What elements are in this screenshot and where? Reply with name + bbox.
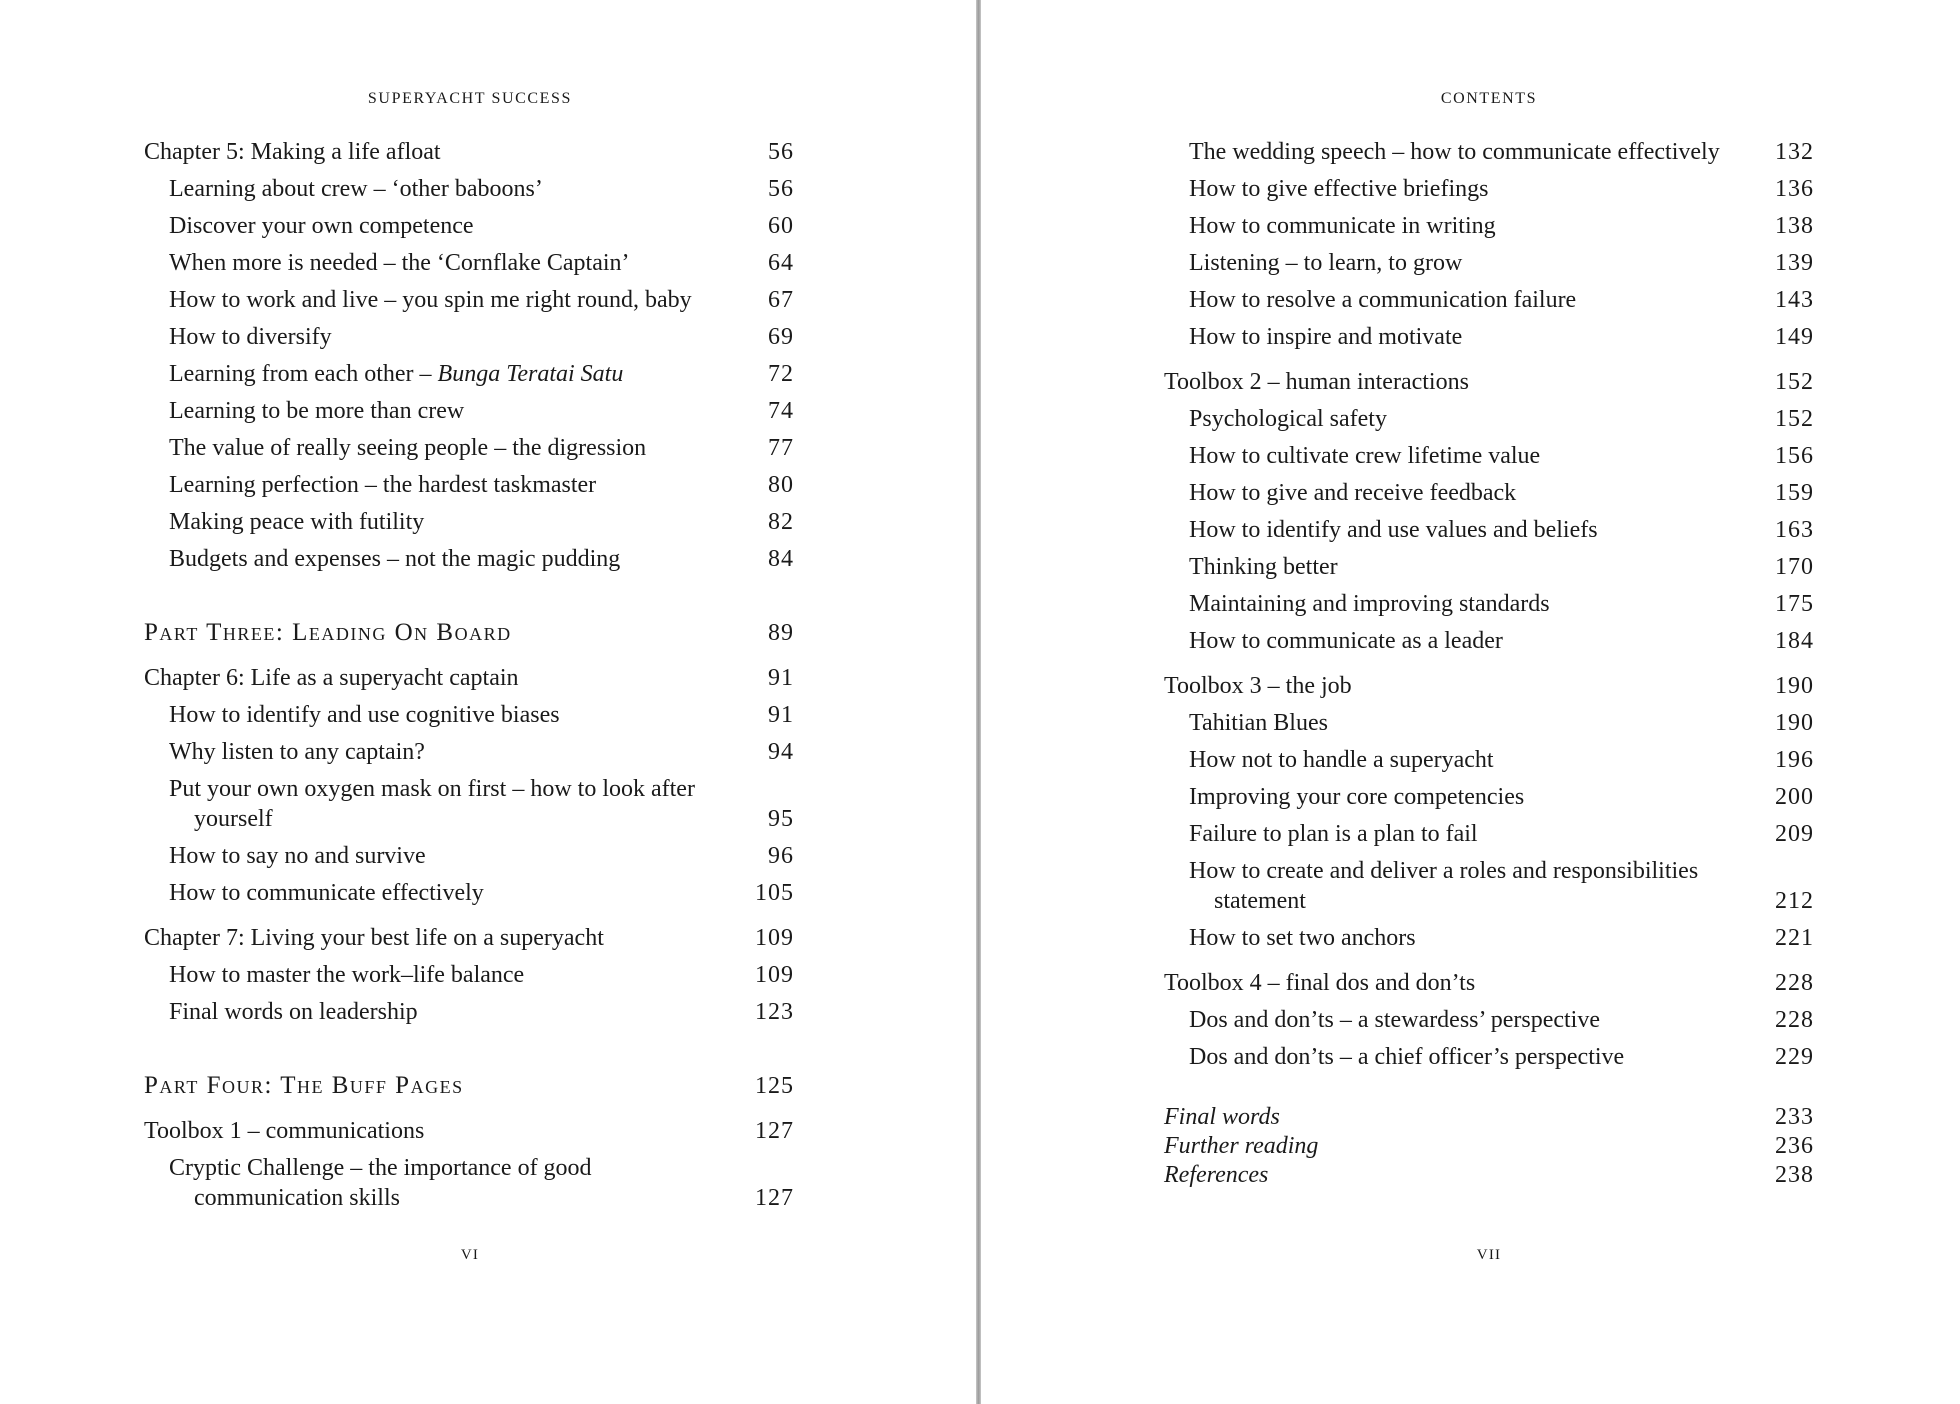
- toc-chapter[interactable]: Toolbox 1 – communications 127: [144, 1118, 794, 1144]
- toc-entry[interactable]: Listening – to learn, to grow 139: [1189, 250, 1814, 276]
- page-number: VI: [460, 1247, 480, 1263]
- toc-backmatter[interactable]: Further reading 236: [1164, 1133, 1814, 1159]
- toc-chapter[interactable]: Toolbox 2 – human interactions 152: [1164, 369, 1814, 395]
- toc-chapter[interactable]: Toolbox 3 – the job 190: [1164, 673, 1814, 699]
- toc-entry[interactable]: The value of really seeing people – the digression 77: [169, 435, 794, 461]
- toc-part[interactable]: Part Four: The Buff Pages 125: [144, 1072, 794, 1099]
- toc-entry[interactable]: How to identify and use values and beliefs 163: [1189, 517, 1814, 543]
- toc-entry[interactable]: Learning perfection – the hardest taskmaster 80: [169, 472, 794, 498]
- toc-entry[interactable]: Dos and don’ts – a chief officer’s perspective 229: [1189, 1044, 1814, 1070]
- running-head: CONTENTS: [1440, 90, 1538, 107]
- toc-entry[interactable]: Dos and don’ts – a stewardess’ perspective 228: [1189, 1007, 1814, 1033]
- toc-entry[interactable]: The wedding speech – how to communicate effectively 132: [1189, 139, 1814, 165]
- toc-entry[interactable]: How to communicate as a leader 184: [1189, 628, 1814, 654]
- toc-entry[interactable]: Discover your own competence 60: [169, 213, 794, 239]
- toc-entry[interactable]: How to create and deliver a roles and responsibilities statement 212: [1189, 858, 1814, 914]
- toc-entry[interactable]: Failure to plan is a plan to fail 209: [1189, 821, 1814, 847]
- toc-chapter[interactable]: Chapter 6: Life as a superyacht captain 91: [144, 665, 794, 691]
- left-page: [0, 0, 976, 1404]
- toc-entry[interactable]: How to give and receive feedback 159: [1189, 480, 1814, 506]
- toc-entry[interactable]: How to identify and use cognitive biases 91: [169, 702, 794, 728]
- toc-entry[interactable]: Cryptic Challenge – the importance of good communication skills 127: [169, 1155, 794, 1211]
- toc-backmatter[interactable]: Final words 233: [1164, 1104, 1814, 1130]
- toc-entry[interactable]: How to say no and survive 96: [169, 843, 794, 869]
- book-gutter: [976, 0, 981, 1404]
- toc-entry[interactable]: How to give effective briefings 136: [1189, 176, 1814, 202]
- page-number: VII: [1476, 1247, 1502, 1263]
- toc-entry[interactable]: How to set two anchors 221: [1189, 925, 1814, 951]
- toc-entry[interactable]: How to diversify 69: [169, 324, 794, 350]
- toc-entry[interactable]: Improving your core competencies 200: [1189, 784, 1814, 810]
- toc-entry[interactable]: How to communicate effectively 105: [169, 880, 794, 906]
- toc-entry[interactable]: When more is needed – the ‘Cornflake Captain’ 64: [169, 250, 794, 276]
- toc-entry[interactable]: Final words on leadership 123: [169, 999, 794, 1025]
- toc-entry[interactable]: How to cultivate crew lifetime value 156: [1189, 443, 1814, 469]
- toc-chapter[interactable]: Chapter 7: Living your best life on a superyacht 109: [144, 925, 794, 951]
- toc-entry[interactable]: Learning from each other – Bunga Teratai Satu 72: [169, 361, 794, 387]
- toc-entry[interactable]: How to communicate in writing 138: [1189, 213, 1814, 239]
- toc-chapter[interactable]: Chapter 5: Making a life afloat 56: [144, 139, 794, 165]
- toc-backmatter[interactable]: References 238: [1164, 1162, 1814, 1188]
- toc-entry[interactable]: Why listen to any captain? 94: [169, 739, 794, 765]
- toc-entry[interactable]: Learning to be more than crew 74: [169, 398, 794, 424]
- toc-entry[interactable]: Making peace with futility 82: [169, 509, 794, 535]
- toc-entry[interactable]: How not to handle a superyacht 196: [1189, 747, 1814, 773]
- toc-chapter[interactable]: Toolbox 4 – final dos and don’ts 228: [1164, 970, 1814, 996]
- toc-entry[interactable]: Budgets and expenses – not the magic pudding 84: [169, 546, 794, 572]
- toc-entry[interactable]: How to work and live – you spin me right round, baby 67: [169, 287, 794, 313]
- toc-entry[interactable]: Psychological safety 152: [1189, 406, 1814, 432]
- running-head: SUPERYACHT SUCCESS: [367, 90, 573, 107]
- toc-entry[interactable]: Tahitian Blues 190: [1189, 710, 1814, 736]
- toc-entry[interactable]: Learning about crew – ‘other baboons’ 56: [169, 176, 794, 202]
- toc-entry[interactable]: Maintaining and improving standards 175: [1189, 591, 1814, 617]
- toc-part[interactable]: Part Three: Leading On Board 89: [144, 619, 794, 646]
- toc-entry[interactable]: How to master the work–life balance 109: [169, 962, 794, 988]
- toc-entry[interactable]: How to inspire and motivate 149: [1189, 324, 1814, 350]
- right-page: [982, 0, 1960, 1404]
- toc-entry[interactable]: Thinking better 170: [1189, 554, 1814, 580]
- toc-entry[interactable]: How to resolve a communication failure 143: [1189, 287, 1814, 313]
- toc-entry[interactable]: Put your own oxygen mask on first – how to look after yourself 95: [169, 776, 794, 832]
